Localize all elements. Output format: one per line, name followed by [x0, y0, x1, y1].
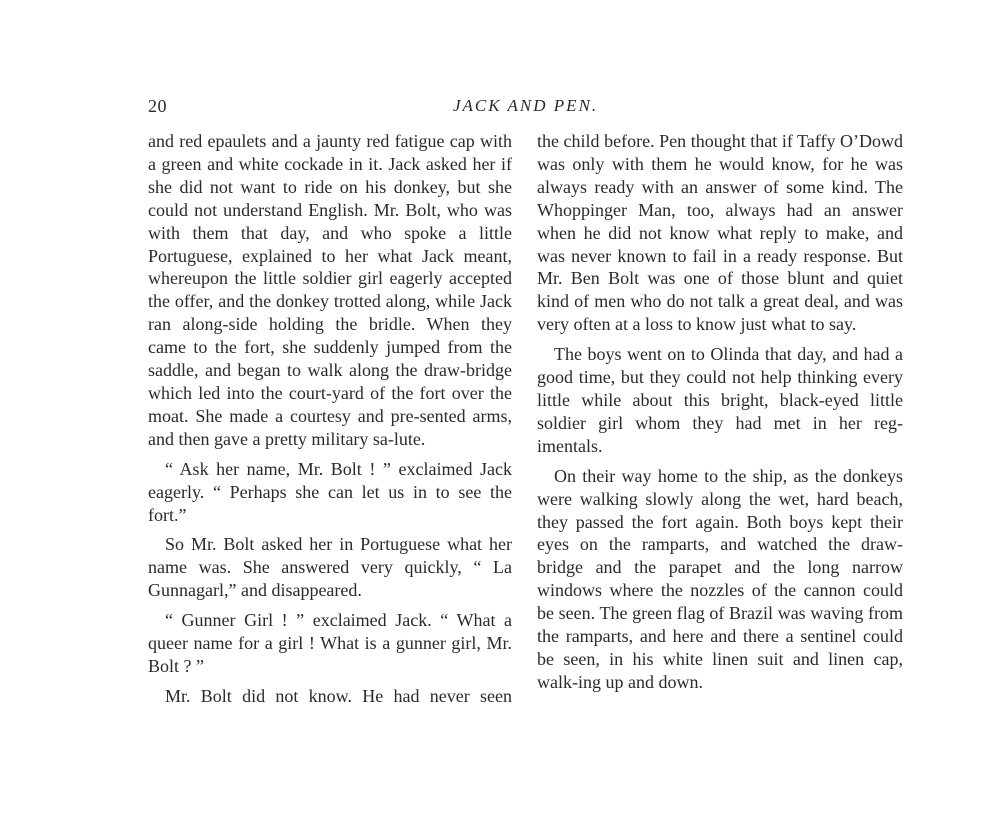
paragraph: the child before. Pen thought that if Taffy O’Dowd was only with them he would know, for he was always ready with an answer of some kind. The Whoppinger Man, too, always had an answer when he did not know what reply to make, and was never known to fail in a ready response. But Mr. Ben Bolt was one of those blunt and quiet kind of men who do not talk a great deal, and was very often at a loss to know just what to say. [537, 131, 903, 335]
running-title: JACK AND PEN. [453, 96, 599, 115]
paragraph: The boys went on to Olinda that day, and had a good time, but they could not help thinking every little while about this bright, black-eyed little soldier girl whom they had met in her reg-imentals. [537, 344, 903, 456]
left-column [148, 130, 512, 708]
paragraph: On their way home to the ship, as the donkeys were walking slowly along the wet, hard beach, they passed the fort again. Both boys kept their eyes on the ramparts, and watched the draw-bridge and the parapet and the long narrow windows where the nozzles of the cannon could be seen. The green flag of Brazil was waving from the ramparts, and here and there a sentinel could be seen, in his white linen suit and linen cap, walk-ing up and down. [537, 465, 903, 692]
paragraph: and red epaulets and a jaunty red fatigue cap with a green and white cockade in it. Jack asked her if she did not want to ride on his donkey, but she could not understand English. Mr. Bolt, who was with them that day, and who spoke a little Portuguese, explained to her what Jack meant, whereupon the little soldier girl eagerly accepted the offer, and the donkey trotted along, while Jack ran along-side holding the bridle. When they came to the fort, she suddenly jumped from the saddle, and began to walk along the draw-bridge which led into the court-yard of the fort over the moat. She made a courtesy and pre-sented arms, and then gave a pretty military sa-lute. [148, 131, 512, 449]
paragraph: “ Ask her name, Mr. Bolt ! ” exclaimed Jack eagerly. “ Perhaps she can let us in to see the fort.” [148, 458, 512, 525]
paragraph: “ Gunner Girl ! ” exclaimed Jack. “ What a queer name for a girl ! What is a gunner girl, Mr. Bolt ? ” [148, 610, 512, 676]
paragraph: So Mr. Bolt asked her in Portuguese what her name was. She answered very quickly, “ La Gunnagarl,” and disappeared. [148, 534, 512, 601]
page-number: 20 [148, 96, 167, 116]
paragraph: Mr. Bolt did not know. He had never seen [165, 685, 512, 706]
right-column [537, 130, 903, 694]
